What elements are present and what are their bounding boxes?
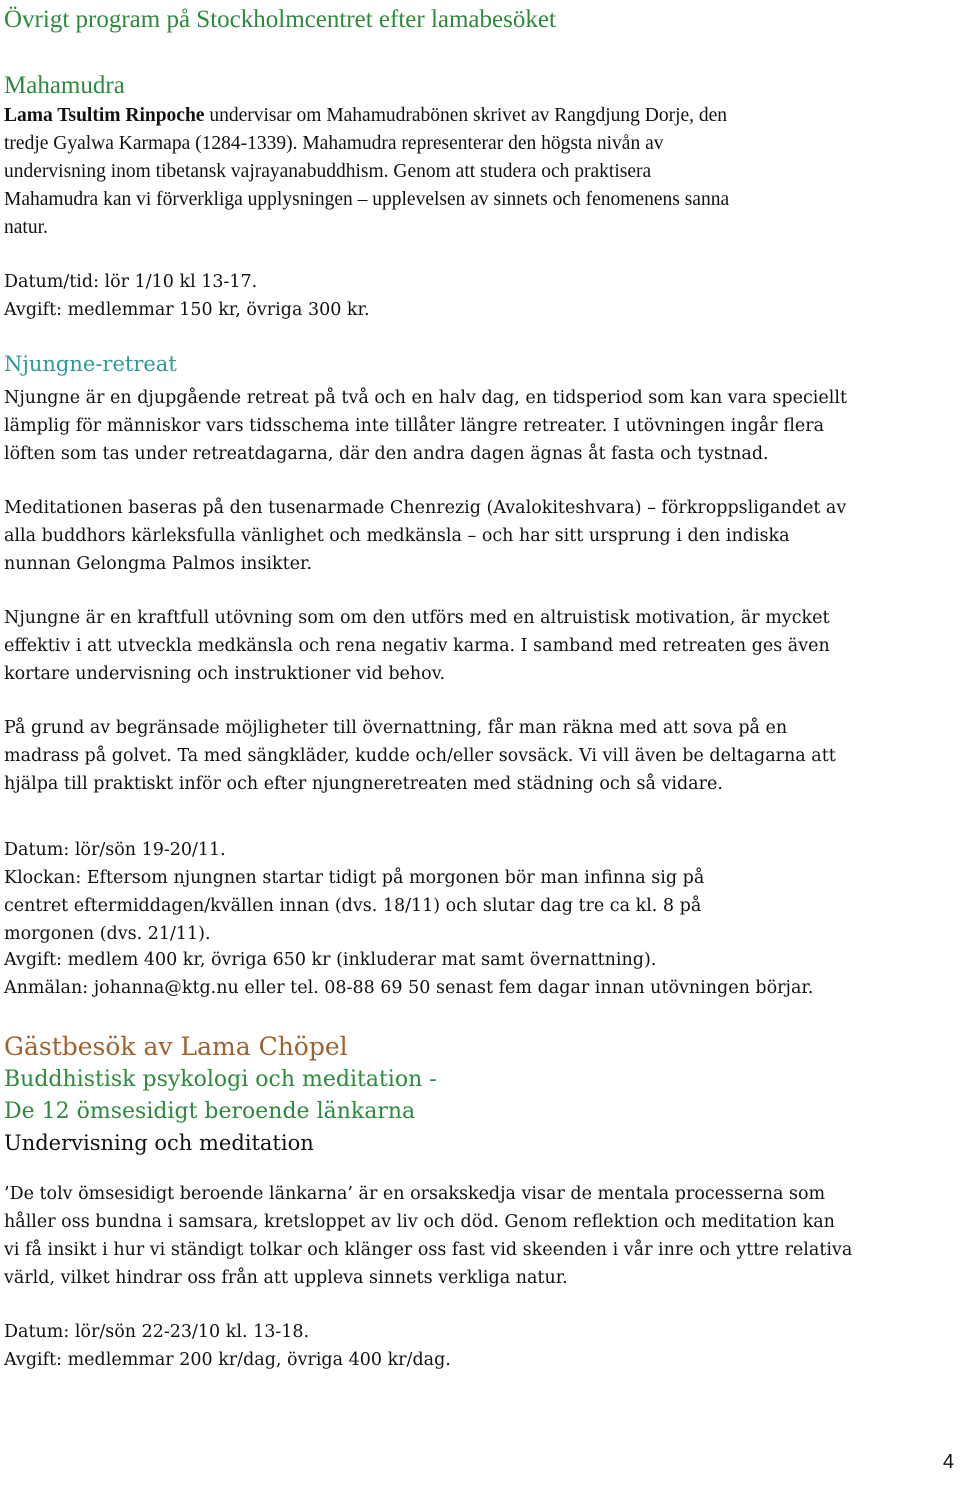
njungne-p3-line-1: Njungne är en kraftfull utövning som om den utförs med en altruistisk motivation, är mycket (4, 608, 830, 628)
njungne-date: Datum: lör/sön 19-20/11. (4, 840, 226, 860)
lama-chopel-body-line-1: ’De tolv ömsesidigt beroende länkarna’ är en orsakskedja visar de mentala processerna som (4, 1184, 826, 1204)
lama-chopel-date: Datum: lör/sön 22-23/10 kl. 13-18. (4, 1322, 310, 1342)
page-number: 4 (942, 1451, 954, 1473)
mahamudra-date: Datum/tid: lör 1/10 kl 13-17. (4, 272, 258, 292)
njungne-p4-line-3: hjälpa till praktiskt inför och efter njungneretreaten med städning och så vidare. (4, 774, 723, 794)
njungne-fee: Avgift: medlem 400 kr, övriga 650 kr (inkluderar mat samt övernattning). (4, 950, 657, 970)
njungne-p2-line-2: alla buddhors kärleksfulla vänlighet och medkänsla – och har sitt ursprung i den indiska (4, 526, 790, 546)
lama-chopel-body-line-3: vi få insikt i hur vi ständigt tolkar och klänger oss fast vid skeenden i vår inre och yttre relativa (4, 1240, 853, 1260)
njungne-p1-line-2: lämplig för människor vars tidsschema inte tillåter längre retreater. I utövningen ingår flera (4, 416, 825, 436)
mahamudra-title: Mahamudra (4, 72, 125, 99)
njungne-registration: Anmälan: johanna@ktg.nu eller tel. 08-88 69 50 senast fem dagar innan utövningen börjar. (4, 978, 814, 998)
njungne-p1-line-3: löften som tas under retreatdagarna, där den andra dagen ägnas åt fasta och tystnad. (4, 444, 769, 464)
njungne-p3-line-3: kortare undervisning och instruktioner vid behov. (4, 664, 446, 684)
njungne-p3-line-2: effektiv i att utveckla medkänsla och rena negativ karma. I samband med retreaten ges även (4, 636, 830, 656)
lama-chopel-fee: Avgift: medlemmar 200 kr/dag, övriga 400 kr/dag. (4, 1350, 451, 1370)
njungne-p4-line-1: På grund av begränsade möjligheter till övernattning, får man räkna med att sova på en (4, 718, 788, 738)
mahamudra-line-1-text: undervisar om Mahamudrabönen skrivet av Rangdjung Dorje, den (204, 105, 728, 126)
lama-chopel-body-line-4: värld, vilket hindrar oss från att uppleva sinnets verkliga natur. (4, 1268, 568, 1288)
page-heading: Övrigt program på Stockholmcentret efter lamabesöket (4, 6, 556, 33)
lama-chopel-subtitle-3: Undervisning och meditation (4, 1131, 314, 1155)
mahamudra-line-4: Mahamudra kan vi förverkliga upplysningen – upplevelsen av sinnets och fenomenens sanna (4, 189, 730, 210)
njungne-p1-line-1: Njungne är en djupgående retreat på två och en halv dag, en tidsperiod som kan vara speciellt (4, 388, 847, 408)
mahamudra-line-1 (4, 102, 727, 130)
mahamudra-line-3: undervisning inom tibetansk vajrayanabuddhism. Genom att studera och praktisera (4, 161, 652, 182)
lama-chopel-body-line-2: håller oss bundna i samsara, kretsloppet av liv och död. Genom reflektion och meditation kan (4, 1212, 835, 1232)
lama-chopel-subtitle-1: Buddhistisk psykologi och meditation - (4, 1067, 437, 1092)
njungne-p2-line-3: nunnan Gelongma Palmos insikter. (4, 554, 313, 574)
njungne-time-line-3: morgonen (dvs. 21/11). (4, 924, 211, 944)
njungne-time-line-1: Klockan: Eftersom njungnen startar tidigt på morgonen bör man infinna sig på (4, 868, 705, 888)
njungne-time-line-2: centret eftermiddagen/kvällen innan (dvs. 18/11) och slutar dag tre ca kl. 8 på (4, 896, 702, 916)
mahamudra-teacher: Lama Tsultim Rinpoche (4, 105, 205, 126)
njungne-title: Njungne-retreat (4, 352, 177, 376)
njungne-p4-line-2: madrass på golvet. Ta med sängkläder, kudde och/eller sovsäck. Vi vill även be deltagarna att (4, 746, 836, 766)
mahamudra-line-5: natur. (4, 217, 48, 238)
lama-chopel-title: Gästbesök av Lama Chöpel (4, 1032, 348, 1061)
mahamudra-line-2: tredje Gyalwa Karmapa (1284-1339). Mahamudra representerar den högsta nivån av (4, 133, 664, 154)
mahamudra-fee: Avgift: medlemmar 150 kr, övriga 300 kr. (4, 300, 370, 320)
njungne-p2-line-1: Meditationen baseras på den tusenarmade Chenrezig (Avalokiteshvara) – förkroppsligandet av (4, 498, 847, 518)
lama-chopel-subtitle-2: De 12 ömsesidigt beroende länkarna (4, 1099, 416, 1124)
